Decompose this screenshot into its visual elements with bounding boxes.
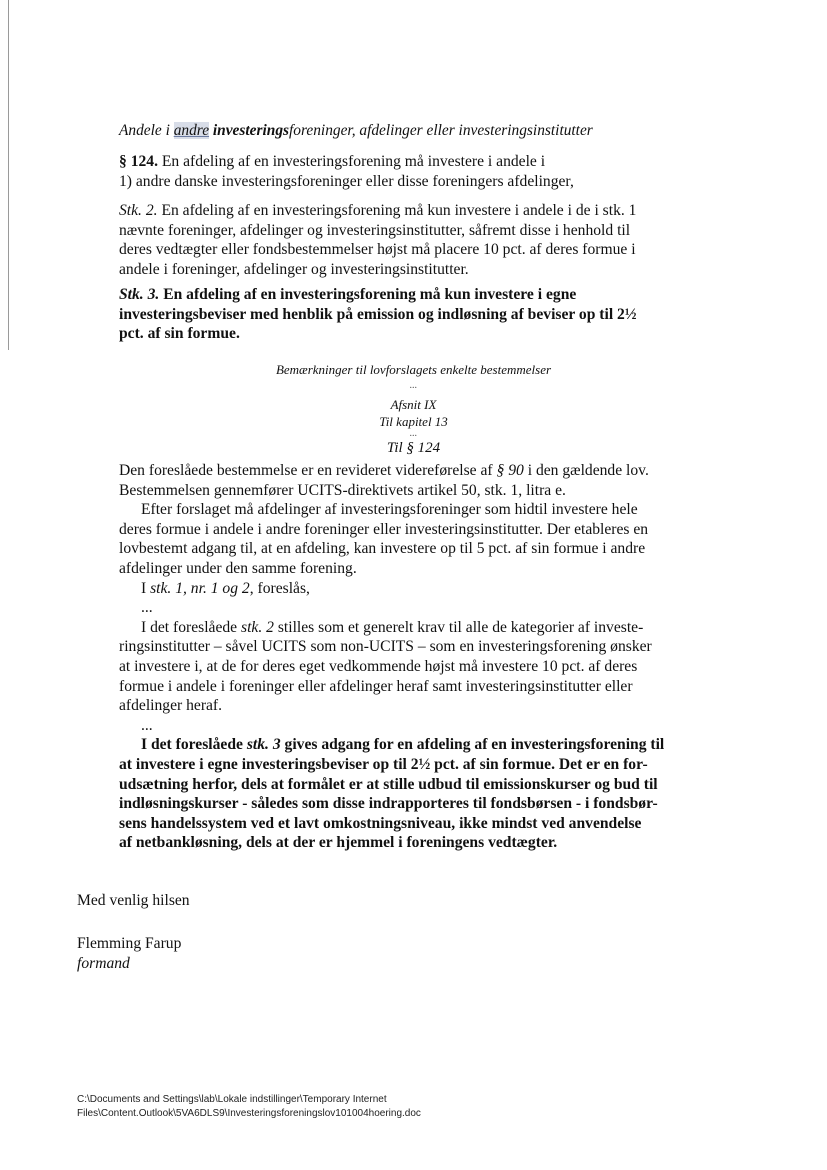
p3-ref: stk. 1, nr. 1 og 2	[150, 579, 250, 597]
p2-line4: afdelinger under den samme forening.	[119, 559, 357, 577]
p1-line1-post: i den gældende lov.	[523, 462, 649, 479]
p4-line3: at investere i, at de for deres eget vedkommende højst må investere 10 pct. af deres	[119, 657, 638, 675]
p1-line1-pre: Den foreslåede bestemmelse er en revideret videreførelse af	[119, 462, 497, 479]
til-paragraph-heading: Til § 124	[386, 440, 441, 456]
closing-greeting: Med venlig hilsen	[77, 892, 190, 909]
p2-line3: lovbestemt adgang til, at en afdeling, kan investere op til 5 pct. af sin formue i andre	[119, 540, 646, 558]
document-path-footer	[77, 1093, 421, 1121]
remarks-body	[119, 461, 759, 853]
p5-line2: at investere i egne investeringsbeviser op til 2½ pct. af sin formue. Det er en for-	[119, 755, 648, 773]
kapitel-heading: Til kapitel 13	[379, 414, 448, 429]
p5-line5: sens handelssystem ved et lavt omkostningsniveau, ikke mindst ved anvendelse	[119, 814, 642, 832]
footer-line2: Files\Content.Outlook\5VA6DLS9\Investeringsforeningslov101004hoering.doc	[77, 1108, 421, 1119]
p1-line2: Bestemmelsen gennemfører UCITS-direktivets artikel 50, stk. 1, litra e.	[119, 481, 566, 499]
ellipsis-b: ...	[141, 716, 153, 734]
p5-line1-ref: stk. 3	[246, 736, 281, 754]
heading-post: foreninger, afdelinger eller investeringsinstitutter	[289, 122, 593, 139]
p5-line1-post: gives adgang for en afdeling af en investeringsforening til	[280, 736, 665, 754]
stk2-line3: deres vedtægter eller fondsbestemmelser højst må placere 10 pct. af deres formue i	[119, 241, 636, 259]
remarks-dots-1: ...	[409, 380, 418, 391]
ellipsis-a: ...	[141, 599, 153, 617]
section-number: § 124.	[119, 153, 158, 170]
p4-line4: formue i andele i foreninger eller afdelinger heraf samt investeringsinstitutter eller	[119, 677, 633, 695]
stk2-line2: nævnte foreninger, afdelinger og investeringsinstitutter, såfremt disse i henhold til	[119, 221, 631, 239]
p3-pre: I	[141, 579, 151, 597]
stk3-label: Stk. 3.	[119, 286, 160, 303]
p4-line1-post: stilles som et generelt krav til alle de kategorier af investe-	[273, 618, 644, 636]
para124-line1: En afdeling af en investeringsforening må investere i andele i	[157, 153, 546, 170]
p5-line1-pre: I det foreslåede	[141, 736, 247, 754]
remarks-dots-2: ...	[409, 428, 418, 439]
p2-line2: deres formue i andele i andre foreninger eller investeringsinstitutter. Der etableres en	[119, 520, 649, 538]
p4-line2: ringsinstitutter – såvel UCITS som non-UCITS – som en investeringsforening ønsker	[119, 638, 652, 656]
stk3-line3: pct. af sin formue.	[119, 325, 240, 343]
heading-bold: investerings	[209, 122, 289, 139]
p5-line3: udsætning herfor, dels at formålet er at stille udbud til emissionskurser og bud til	[119, 775, 658, 793]
stk2-label: Stk. 2.	[119, 202, 158, 219]
stk3-line1: En afdeling af en investeringsforening må kun investere i egne	[159, 286, 577, 303]
margin-line	[8, 0, 9, 350]
signatory-name: Flemming Farup	[77, 935, 182, 952]
paragraph-stk2	[119, 201, 759, 279]
p5-line4: indløsningskurser - således som disse indrapporteres til fondsbørsen - i fondsbør-	[119, 795, 658, 813]
p5-line6: af netbankløsning, dels at der er hjemmel i foreningens vedtægter.	[119, 834, 558, 852]
section-heading	[119, 121, 759, 141]
p4-line1-pre: I det foreslåede	[141, 618, 242, 636]
p3-post: , foreslås,	[249, 579, 310, 597]
afsnit-heading: Afsnit IX	[390, 397, 437, 412]
stk3-line2: investeringsbeviser med henblik på emission og indløsning af beviser op til 2½	[119, 305, 637, 323]
para124-line2: 1) andre danske investeringsforeninger eller disse foreningers afdelinger,	[119, 172, 574, 190]
paragraph-124	[119, 152, 759, 191]
heading-pre: Andele i	[119, 122, 174, 139]
paragraph-stk3	[119, 285, 759, 344]
p4-line5: afdelinger heraf.	[119, 697, 223, 715]
p2-line1: Efter forslaget må afdelinger af investeringsforeninger som hidtil investere hele	[141, 501, 638, 519]
remarks-title: Bemærkninger til lovforslagets enkelte bestemmelser	[275, 362, 552, 377]
p4-line1-ref: stk. 2	[241, 618, 274, 636]
stk2-line4: andele i foreninger, afdelinger og investeringsinstitutter.	[119, 260, 469, 278]
p1-line1-ref: § 90	[496, 462, 524, 479]
signatory-title: formand	[77, 955, 130, 972]
footer-line1: C:\Documents and Settings\lab\Lokale indstillinger\Temporary Internet	[77, 1094, 387, 1105]
stk2-line1: En afdeling af en investeringsforening må kun investere i andele i de i stk. 1	[157, 202, 637, 219]
highlighted-word: andre	[173, 122, 210, 139]
